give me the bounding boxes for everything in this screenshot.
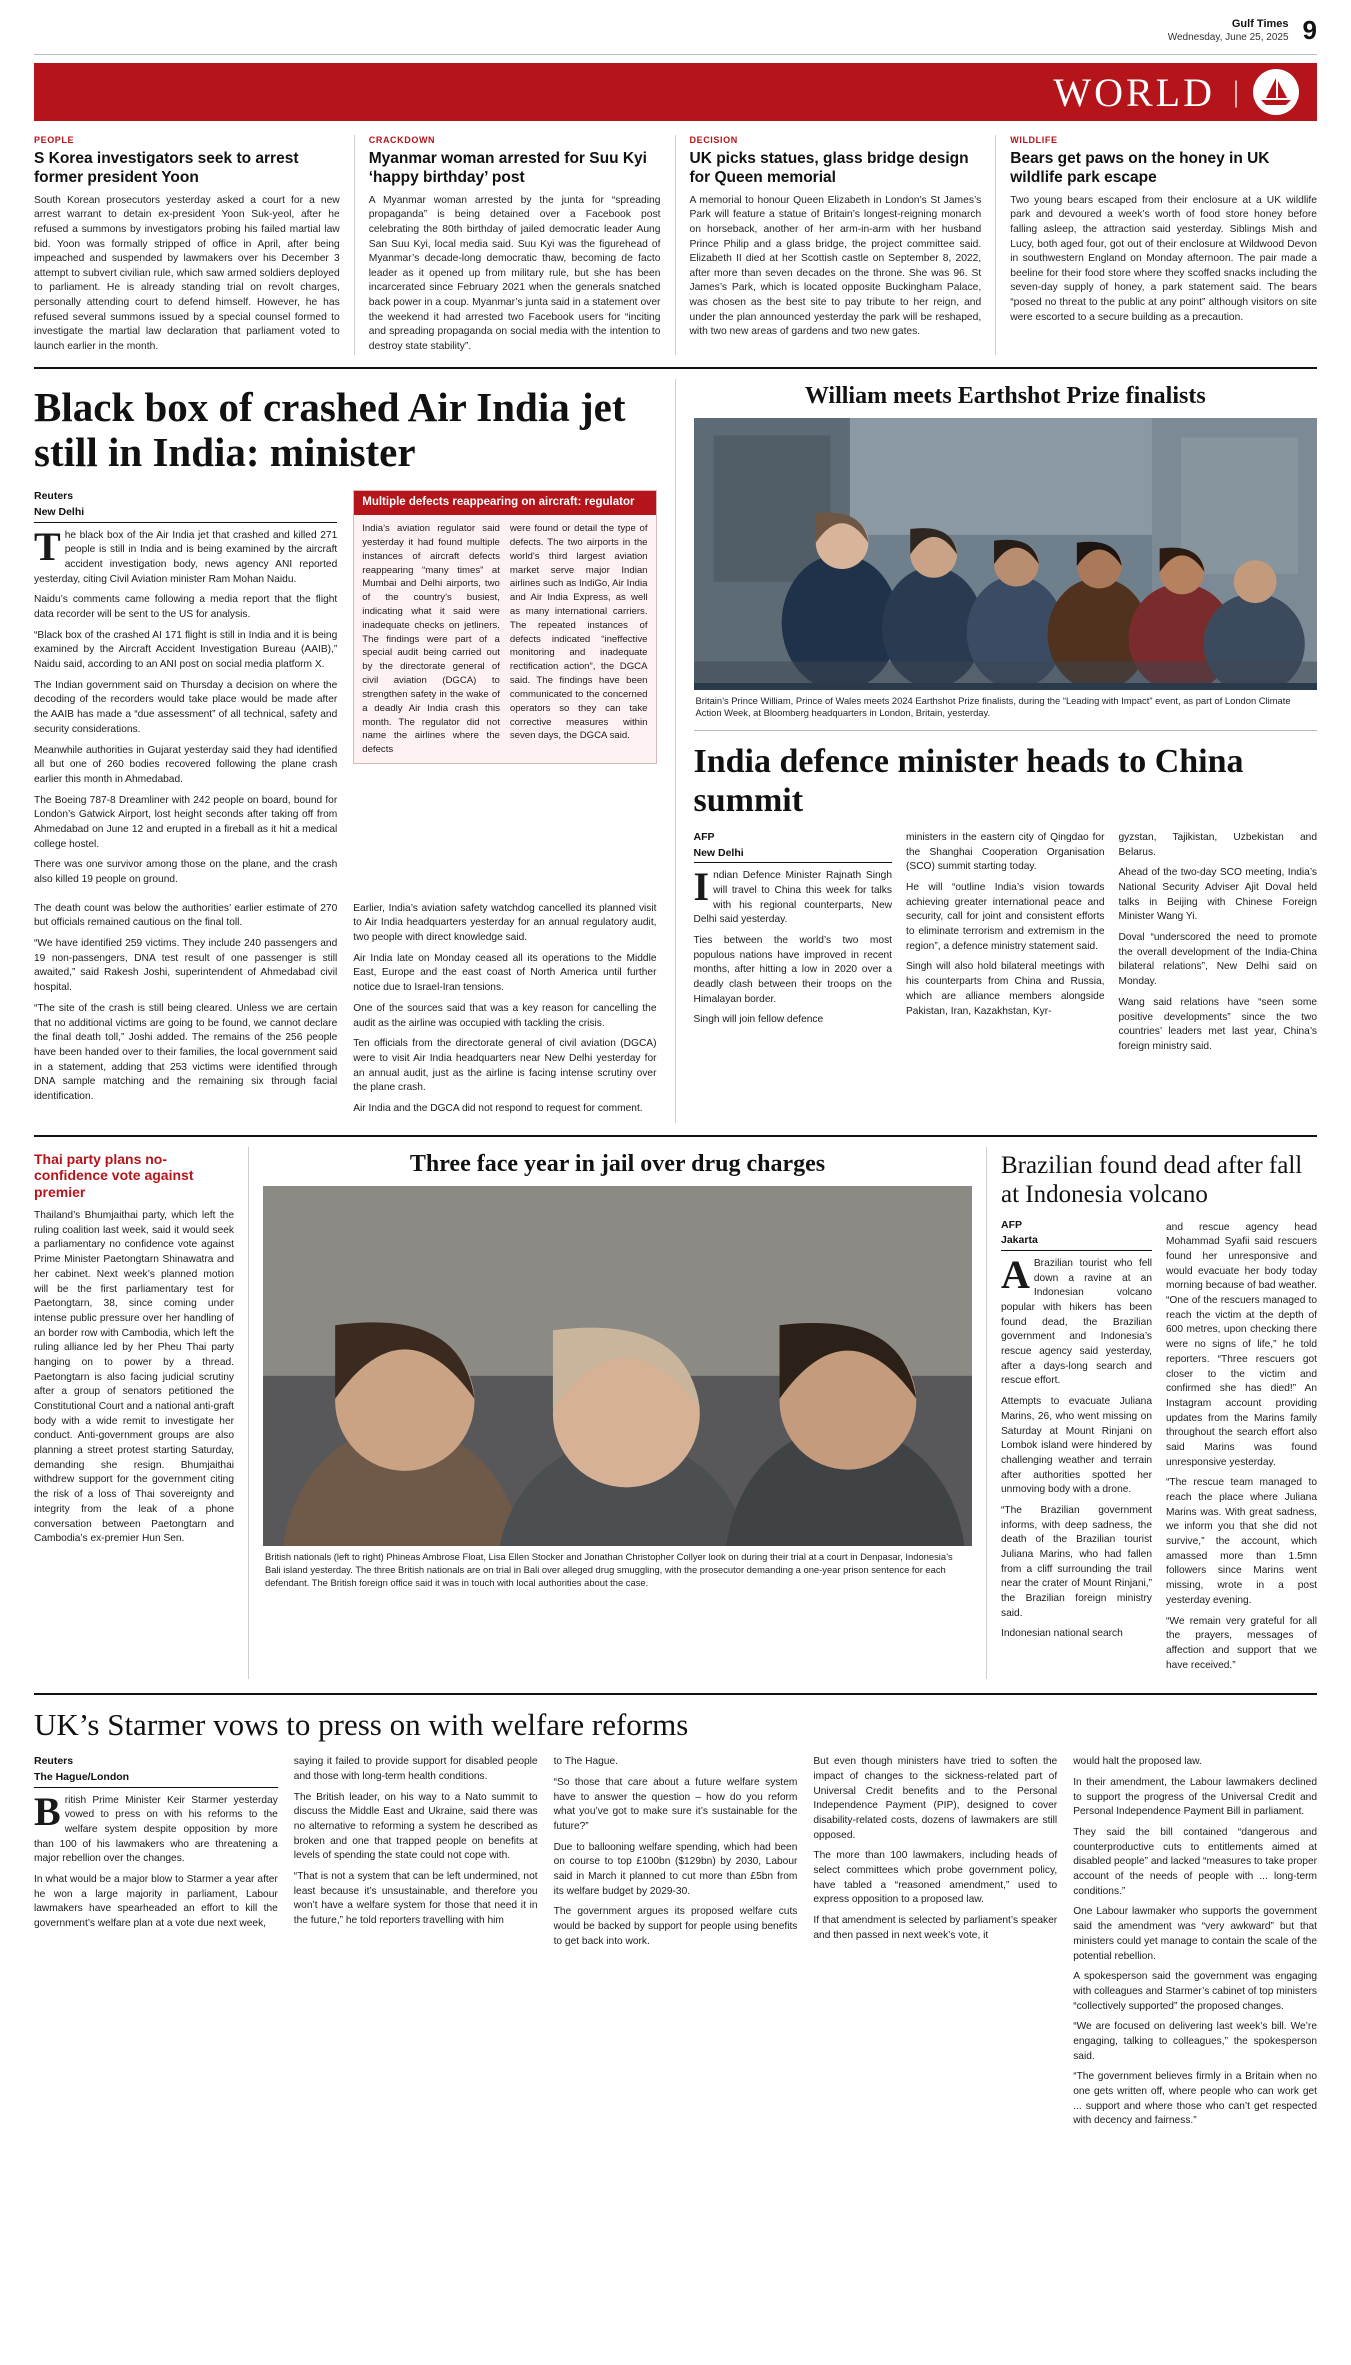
china-summit-headline: India defence minister heads to China summit [693,743,1244,820]
drug-case-title: Three face year in jail over drug charges [409,1150,826,1177]
banner-separator: | [1232,75,1239,109]
welfare-columns [34,1755,1317,2135]
earthshot-caption: Britain’s Prince William, Prince of Wales meets 2024 Earthshot Prize finalists, during the “Leading with Impact” event, as part of London Climate Action Week, at Bloomberg headquarters in London, Britain, yesterday. [695,694,1291,719]
factbox-column-1: India’s aviation regulator said yesterday it had found multiple instances of aircraft defects reappearing “many times” at Mumbai and Delhi airports, two of the country’s busiest, indicating what it said were inadequate checks on jetliners. The findings were part of a special audit being carried out by the directorate general of civil aviation (DGCA) to strengthen safety in the wake of a deadly Air India crash this month. The regulator did not name the airlines where the defects [362,523,500,756]
welfare-paragraph: saying it failed to provide support for disabled people and those with long-term health conditions. [293,1756,538,1782]
welfare-paragraph: They said the bill contained “dangerous and counterproductive cuts to entitlements aimed at disabled people” and lacked “measures to take proper account of the needs of people with ... long-term conditions.” [1073,1827,1317,1897]
lead-paragraph: Air India late on Monday ceased all its operations to the Middle East, Europe and the east coast of North America until further notice due to Israel-Iran tensions. [353,952,657,994]
dhow-logo-icon [1253,69,1299,115]
brief-kicker: CRACKDOWN [368,135,436,146]
volcano-byline-source: AFP [1001,1218,1022,1231]
welfare-paragraph: to The Hague. [553,1756,618,1768]
welfare-paragraph: “So those that care about a future welfare system have to answer the question – how do you reform what you’ve got to make sure it’s sustainable for the future?” [553,1776,798,1833]
lead-factbox [353,490,656,893]
thai-story [34,1147,249,1680]
volcano-columns [1001,1219,1317,1680]
welfare-paragraph: But even though ministers have tried to soften the impact of changes to the sickness-related part of Universal Credit benefits and to the Personal Independence Payment (PIP), designed to cover disability-related costs, dozens of lawmakers are still opposed. [813,1756,1058,1841]
welfare-column-3 [554,1755,798,2135]
china-paragraph: He will “outline India’s vision towards achieving greater international peace and security, call for joint and consistent efforts to eliminate terrorism and extremism in the region”, a defence ministry statement said. [906,882,1105,952]
bottom-divider [34,1693,1317,1695]
welfare-paragraph: The British leader, on his way to a Nato summit to discuss the Middle East and Ukraine, said there was no alternative to reforming a system he described as broken and one that trapped people on benefits at levels of spending the state could not cope with. [293,1791,538,1862]
china-paragraph: Wang said relations have “seen some positive developments” since the two countries’ leaders met last year, China’s foreign ministry said. [1118,996,1317,1052]
lead-paragraph: The black box of the Air India jet that crashed and killed 271 people is still in India and is being examined by the aircraft accident investigation body, news agency ANI reported yesterday, citing Civil Aviation minister Ram Mohan Naidu. [34,523,338,585]
china-column-3 [1119,831,1318,1061]
lead-paragraph: Air India and the DGCA did not respond to request for comment. [353,1102,643,1114]
brief-kicker: DECISION [689,135,738,146]
byline-divider [694,862,893,863]
briefs-divider [34,367,1317,369]
china-paragraph: Ahead of the two-day SCO meeting, India’s National Security Adviser Ajit Doval held talks in Beijing with Chinese Foreign Minister Wang Yi. [1118,867,1317,923]
lead-paragraph: “We have identified 259 victims. They include 240 passengers and 19 non-passengers, DNA test result of one passenger is still awaited,” said Rakesh Joshi, superintendent of Ahmedabad civil hospital. [34,938,338,994]
volcano-column-2 [1166,1219,1317,1680]
welfare-paragraph: One Labour lawmaker who supports the government said the amendment was “very awkward” but that ministers could yet manage to contain the scale of the potential rebellion. [1073,1906,1317,1962]
byline-divider [34,522,337,523]
lead-column-1 [34,490,337,893]
volcano-headline: Brazilian found dead after fall at Indonesia volcano [1001,1151,1303,1208]
brief-item [34,135,355,354]
welfare-paragraph: The more than 100 lawmakers, including heads of select committees which probe government policy, have tabled a “reasoned amendment,” used to express opposition to a proposed law. [813,1850,1058,1906]
drug-case-block [249,1147,987,1680]
volcano-paragraph: Attempts to evacuate Juliana Marins, 26, who went missing on Saturday at Mount Rinjani on Lombok island were hindered by challenging weather and terrain after authorities spotted her unmoving body with a drone. [1001,1396,1152,1496]
brief-headline: Bears get paws on the honey in UK wildlife park escape [1010,150,1270,186]
brief-item [996,135,1317,354]
china-summit-columns [694,831,1318,1061]
lead-paragraph: Ten officials from the directorate general of civil aviation (DGCA) were to visit Air India headquarters near New Delhi yesterday for an annual audit, just as the airline is facing intense scrutiny over the plane crash. [353,1038,657,1094]
masthead-divider [34,54,1317,55]
section-banner [34,63,1317,121]
masthead [34,14,1317,50]
divider [694,730,1318,731]
volcano-paragraph: Indonesian national search [1001,1628,1123,1640]
lead-headline: Black box of crashed Air India jet still in India: minister [34,383,626,476]
brief-item [355,135,676,354]
china-paragraph: Ties between the world’s two most populous nations have improved in recent months, after hitting a low in 2020 over a deadly clash between their troops on the Himalayan border. [693,934,892,1005]
lead-byline-place: New Delhi [34,505,85,518]
welfare-paragraph: If that amendment is selected by parliament’s speaker and then passed in next week’s vote, it [813,1915,1058,1941]
volcano-story [987,1147,1317,1680]
lead-paragraph: The Boeing 787-8 Dreamliner with 242 people on board, bound for London’s Gatwick Airport, lost height seconds after taking off from Ahmedabad on June 12 and erupted in a fireball as it hit a medical college hostel. [34,794,338,850]
lead-column-3 [353,902,656,1123]
china-column-1 [694,831,893,1061]
lead-paragraph: The death count was below the authorities’ earlier estimate of 270 but officials remained cautious on the final toll. [34,902,338,929]
china-paragraph: Singh will join fellow defence [693,1014,824,1026]
volcano-paragraph: “We remain very grateful for all the prayers, messages of affection and support that we have received.” [1166,1615,1317,1671]
china-paragraph: Singh will also hold bilateral meetings with his counterparts from China and Russia, which are alliance members alongside Pakistan, Iran, Kazakhstan, Kyr- [906,961,1105,1017]
lead-paragraph: There was one survivor among those on the plane, and the crash also killed 19 people on ground. [34,859,338,886]
lead-top-columns [34,490,657,893]
china-paragraph: Doval “underscored the need to promote the overall development of the India-China bilateral relations”, New Delhi said on Monday. [1118,932,1317,988]
welfare-byline-source: Reuters [34,1755,74,1768]
lead-paragraph: Naidu’s comments came following a media report that the flight data recorder will be sent to the US for analysis. [34,594,338,621]
welfare-paragraph: “That is not a system that can be left undermined, not least because it’s unsustainable, and therefore you won’t have a welfare system for those that need it in the future,” he told reporters travelling with him [293,1871,538,1927]
thai-headline: Thai party plans no-confidence vote against premier [34,1150,194,1201]
mid-divider [34,1135,1317,1137]
factbox-title: Multiple defects reappearing on aircraft: regulator [354,491,655,515]
volcano-paragraph: and rescue agency head Mohammad Syafii said rescuers found her unresponsive and would evacuate her body today morning because of bad weather. “One of the rescuers managed to reach the victim at the depth of 600 metres, upon checking there were no signs of life,” he told reporters. “Three rescuers got closer to the victim and confirmed she has died!” An Instagram account providing updates from the Marins family throughout the search effort also said Marins was found unresponsive yesterday. [1166,1221,1317,1468]
thai-body: Thailand’s Bhumjaithai party, which left the ruling coalition last week, said it would seek a parliamentary no confidence vote against Prime Minister Paetongtarn Shinawatra and her cabinet. Next week’s planned motion will be the first parliamentary test for Paetongtarn, 38, since coming under intense public pressure over her handling of an border row with Cambodia, which left the ruling alliance led by her Pheu Thai party hanging on to power by a thread. Paetongtarn is also facing judicial scrutiny after a group of senators petitioned the Constitutional Court and a national anti-graft body with a wide remit to investigate her conduct. Anti-government groups are also planning a street protest starting Saturday, demanding she resign. Bhumjaithai withdrew support for the government citing the risk of a loss of Thai sovereignty and integrity from the leak of a phone conversation between Paetongtarn and Cambodia’s ex-premier Hun Sen. [34,1210,234,1545]
brief-headline: S Korea investigators seek to arrest former president Yoon [34,150,299,186]
factbox-column-2: were found or detail the type of defects. The two airports in the world’s third largest aviation market serve major Indian airlines such as IndiGo, Air India and Air India Express, as well as many international carriers. The repeated instances of defects indicated “ineffective monitoring and inadequate rectification action”, the DGCA said. The findings have been communicated to the concerned operators so they can take corrective measures within seven days, the DGCA said. [509,523,648,742]
volcano-byline-place: Jakarta [1001,1234,1038,1247]
brief-body: South Korean prosecutors yesterday asked a court for a new arrest warrant to detain ex-president Yoon Suk-yeol, after he refused a summons by investigators probing his failed martial law bid. Yoon was formally stripped of office in April, after being impeached and suspended by lawmakers over his December 3 attempt to subvert civilian rule, which saw armed soldiers deployed to parliament. He is already standing trial on revolt charges, personally attending court to defend himself. However, he has refused several summons issued by a special counsel formed to investigate the martial law declaration that parliament voted to launch earlier in the month. [34,194,340,352]
brief-headline: UK picks statues, glass bridge design for Queen memorial [689,150,969,186]
page-number: 9 [1302,14,1317,45]
welfare-headline: UK’s Starmer vows to press on with welfare reforms [34,1707,689,1743]
lead-paragraph: “The site of the crash is still being cleared. Unless we are certain that no additional victims are going to be found, we cannot declare the final death toll,” Joshi added. The remains of the 256 people have been handed over to their families, the local government said in a statement, adding that 253 victims were identified through DNA sample matching and the remaining six through facial identification. [34,1002,338,1102]
mid-section [34,1147,1317,1680]
welfare-paragraph: would halt the proposed law. [1073,1756,1202,1768]
welfare-paragraph: “The government believes firmly in a Britain when no one gets written off, where people who can work get ... support and where those who can’t get respected with decency and fairness.” [1073,2071,1317,2127]
welfare-paragraph: In their amendment, the Labour lawmakers declined to support the progress of the Universal Credit and Personal Independence Payment Bill in parliament. [1073,1776,1317,1818]
volcano-column-1 [1001,1219,1152,1680]
welfare-column-4 [813,1755,1057,2135]
welfare-column-1 [34,1755,278,2135]
volcano-paragraph: “The rescue team managed to reach the place where Juliana Marins was. With great sadness, we inform you that she did not survive,” the account, which amassed more than 1.5mn followers since Marins went missing, wrote in a post yesterday evening. [1166,1477,1317,1606]
welfare-paragraph: Due to ballooning welfare spending, which had been on course to top £100bn ($129bn) by 2030, Labour said in March it planned to cut more than £5bn from its welfare budget by 2029-30. [553,1841,798,1897]
welfare-byline-place: The Hague/London [34,1770,130,1783]
masthead-meta [1168,18,1289,44]
brief-body: A Myanmar woman arrested by the junta for “spreading propaganda” is being detained over a Facebook post celebrating the 80th birthday of jailed democratic leader Aung San Suu Kyi, local media said. Suu Kyi was the figurehead of Myanmar’s decade-long democratic thaw, becoming de facto leader as it opened up from military rule, but she has been incarcerated since February 2021 when the generals snatched back power in a coup. Myanmar’s junta said in a statement over the weekend it had arrested two Facebook users for “inciting and spreading propaganda on social media with the intention to destroy state stability”. [368,194,661,352]
welfare-paragraph: British Prime Minister Keir Starmer yesterday vowed to press on with his reforms to the welfare system despite opposition by more than 100 of his lawmakers who are threatening a major rebellion over the changes. [34,1788,278,1865]
volcano-paragraph: “The Brazilian government informs, with deep sadness, the death of the Brazilian tourist Juliana Marins, who had fallen from a cliff surrounding the trail near the crater of Mount Rinjani,” the Brazilian foreign ministry said. [1001,1504,1152,1619]
welfare-paragraph: “We are focused on delivering last week’s bill. We’re engaging, talking to colleagues,” the spokesperson said. [1073,2021,1317,2062]
welfare-paragraph: The government argues its proposed welfare cuts would be backed by support for people using benefits to get back into work. [553,1906,798,1947]
brief-body: A memorial to honour Queen Elizabeth in London’s St James’s Park will feature a statue of Britain’s longest-reigning monarch on horseback, another of her arm-in-arm with her husband Prince Philip and a glass bridge, the project committee said. Elizabeth II died at her Scottish castle on September 8, 2022, after more than seven decades on the throne. She was 96. St James’s Park, which is located opposite Buckingham Palace, was chosen as the best site to pay tribute to her reign, and under the plan announced yesterday the park will be reshaped, with two new areas of gardens and two new gates. [689,194,982,338]
china-byline-source: AFP [693,830,715,843]
brief-kicker: PEOPLE [34,135,75,146]
byline-divider [34,1787,278,1788]
lead-paragraph: One of the sources said that was a key reason for cancelling the audit as the airline was occupied with tackling the crisis. [353,1002,657,1029]
brief-kicker: WILDLIFE [1010,135,1058,146]
lead-story [34,379,676,1123]
drug-case-caption: British nationals (left to right) Phineas Ambrose Float, Lisa Ellen Stocker and Jonathan Christopher Collyer look on during their trial at a court in Denpasar, Indonesia’s Bali island yesterday. The three British nationals are on trial in Bali over alleged drug smuggling, with the prosecutor demanding a one-year prison sentence for each defendant. The British foreign office said it was in touch with local authorities about the case. [265,1550,953,1588]
brief-item [676,135,997,354]
lead-column-2 [34,902,337,1123]
lead-paragraph: The Indian government said on Thursday a decision on where the decoding of the recorders would take place would be made after the AAIB has made a “due assessment” of all technical, safety and security considerations. [34,679,338,735]
china-paragraph: gyzstan, Tajikistan, Uzbekistan and Belarus. [1118,831,1317,858]
china-column-2 [906,831,1105,1061]
volcano-paragraph: ABrazilian tourist who fell down a ravine at an Indonesian volcano popular with hikers has been found dead, the Brazilian government and Indonesia’s rescue agency said yesterday, after a days-long search and rescue effort. [1001,1251,1152,1387]
welfare-story [34,1707,1317,2135]
china-byline-place: New Delhi [693,846,744,859]
lead-paragraph: “Black box of the crashed AI 171 flight is still in India and it is being examined by the Aircraft Accident Investigation Bureau (AAIB),” Naidu said, according to an ANI post on social media platform X. [34,629,338,671]
earthshot-photo [694,418,1318,690]
paper-name: Gulf Times [1231,18,1289,30]
lead-paragraph: Earlier, India’s aviation safety watchdog cancelled its planned visit to Air India headquarters yesterday for an annual regulatory audit, two people with direct knowledge said. [353,902,657,944]
china-paragraph: ministers in the eastern city of Qingdao for the Shanghai Cooperation Organisation (SCO) summit starting today. [906,831,1105,873]
china-paragraph: Indian Defence Minister Rajnath Singh will travel to China this week for talks with his regional counterparts, New Delhi said yesterday. [693,864,892,926]
welfare-column-2 [294,1755,538,2135]
lead-paragraph: Meanwhile authorities in Gujarat yesterday said they had identified all but one of 260 bodies recovered following the plane crash earlier this month in Ahmedabad. [34,744,338,785]
brief-body: Two young bears escaped from their enclosure at a UK wildlife park and devoured a week’s worth of food store honey before falling asleep, the attraction said yesterday. Siblings Mish and Lucy, both aged four, got out of their enclosure at Wildwood Devon in southwestern England on Monday afternoon. The pair made a beeline for their food store where they scoffed snacks including the seven-day supply of honey, a park statement said. The bears “posed no threat to the public at any point” although visitors on site were escorted to a secure building as a precaution. [1010,194,1317,323]
earthshot-block [676,379,1318,1123]
brief-headline: Myanmar woman arrested for Suu Kyi ‘happy birthday’ post [368,150,647,186]
drug-case-photo [263,1186,972,1546]
welfare-column-5 [1073,1755,1317,2135]
welfare-paragraph: A spokesperson said the government was engaging with colleagues and Starmer’s cabinet of top ministers “collectively supported” the proposed changes. [1073,1971,1317,2012]
section-title: WORLD [1053,69,1215,115]
lead-lower-columns [34,902,657,1123]
earthshot-title: William meets Earthshot Prize finalists [804,382,1206,409]
publication-date: Wednesday, June 25, 2025 [1167,31,1289,43]
byline-divider [1001,1250,1152,1251]
welfare-paragraph: In what would be a major blow to Starmer a year after he won a large majority in parliament, Labour lawmakers have spearheaded an effort to kill the government’s welfare plan at a vote due next week, [34,1874,278,1930]
lead-byline-source: Reuters [34,490,74,503]
lead-section [34,379,1317,1123]
top-briefs [34,135,1317,354]
